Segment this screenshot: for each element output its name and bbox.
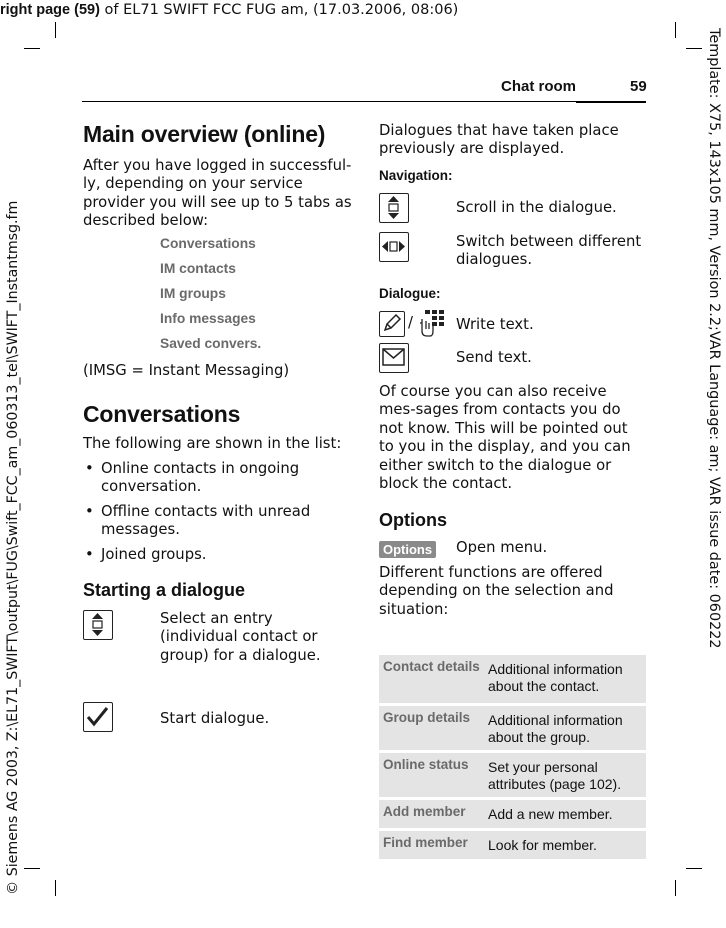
table-cell-function: Online status (383, 757, 469, 772)
side-copyright: © Siemens AG 2003, Z:\EL71_SWIFT\output\FUG\Swift_FCC_am_060313_tel\SWIFT_Instantmsg.fm (5, 200, 21, 895)
crop-mark (24, 48, 40, 49)
crop-mark (55, 22, 56, 38)
imsg-note: (IMSG = Instant Messaging) (83, 362, 290, 379)
crop-mark (686, 48, 702, 49)
table-row (379, 655, 646, 703)
side-template-info: Template: X75, 143x105 mm, Version 2.2;VAR Language: am; VAR issue date: 060222 (706, 28, 722, 649)
crop-mark (686, 868, 702, 869)
section-title-main-overview: Main overview (online) (83, 121, 326, 147)
list-item: • Joined groups. (83, 546, 343, 564)
right-intro: Dialogues that have taken place previously are displayed. (379, 122, 619, 158)
header-rule-bold (576, 101, 646, 103)
nav-row-text: Switch between different dialogues. (456, 233, 642, 269)
navigation-label: Navigation: (379, 168, 453, 183)
options-description: Different functions are offered depending on the selection and situation: (379, 564, 614, 618)
navigation-up-down-glyph (84, 611, 111, 638)
start-row-text: Start dialogue. (160, 710, 270, 727)
tab-item: Saved convers. (160, 336, 262, 351)
nav-row-text: Scroll in the dialogue. (456, 199, 617, 216)
dialogue-row-text: Send text. (456, 349, 532, 366)
envelope-icon (379, 343, 409, 373)
options-softkey (379, 539, 436, 558)
navigation-up-down-glyph (380, 194, 407, 221)
checkmark-icon (83, 702, 113, 732)
separator-slash: / (408, 314, 413, 331)
start-row-text: Select an entry (individual contact or group) for a dialogue. (160, 610, 321, 664)
options-row-text: Open menu. (456, 539, 548, 556)
print-header (0, 2, 458, 18)
table-cell-description: Set your personal attributes (page 102). (488, 759, 622, 792)
tab-item: IM groups (160, 286, 226, 301)
table-row (379, 706, 646, 750)
checkmark-glyph (84, 703, 111, 730)
table-cell-description: Add a new member. (488, 806, 613, 822)
crop-mark (55, 880, 56, 896)
section-title-conversations: Conversations (83, 401, 241, 427)
table-cell-description: Additional information about the contact. (488, 661, 623, 694)
navigation-up-down-icon (83, 610, 113, 640)
navigation-up-down-icon (379, 193, 409, 223)
table-cell-function: Group details (383, 710, 471, 725)
running-title: Chat room (501, 78, 576, 95)
table-cell-function: Find member (383, 835, 468, 850)
pencil-glyph (380, 312, 403, 335)
print-header-label: right page (59) (0, 2, 100, 18)
navigation-left-right-glyph (380, 233, 407, 260)
table-row (379, 753, 646, 797)
envelope-glyph (380, 344, 407, 371)
header-rule (82, 101, 576, 102)
table-row (379, 800, 646, 828)
conversations-bullet-list (83, 460, 343, 570)
keypad-icon (418, 309, 446, 337)
tab-item: Conversations (160, 236, 256, 251)
list-item: • Offline contacts with unread messages. (83, 503, 343, 540)
dialogue-label: Dialogue: (379, 286, 441, 301)
section-title-starting-dialogue: Starting a dialogue (83, 580, 246, 600)
crop-mark (675, 880, 676, 896)
table-cell-function: Add member (383, 804, 466, 819)
options-table (379, 655, 646, 862)
tab-list (160, 236, 261, 361)
print-header-info: of EL71 SWIFT FCC FUG am, (17.03.2006, 08:06) (99, 2, 459, 18)
intro-paragraph: After you have logged in successful-ly, depending on your service provider you will see up to 5 tabs as described below: (83, 157, 352, 230)
conversations-intro: The following are shown in the list: (83, 435, 342, 452)
crop-mark (675, 22, 676, 38)
navigation-left-right-icon (379, 232, 409, 262)
options-softkey-label: Options (379, 541, 436, 558)
crop-mark (24, 868, 40, 869)
table-cell-description: Look for member. (488, 837, 597, 853)
pencil-icon (379, 311, 405, 337)
list-item: • Online contacts in ongoing conversation. (83, 460, 343, 497)
unknown-contacts-note: Of course you can also receive mes-sages from contacts you do not know. This will be pointed out to you in the display, and you can either switch to the dialogue or block the contact. (379, 383, 631, 493)
table-cell-description: Additional information about the group. (488, 712, 623, 745)
dialogue-row-text: Write text. (456, 316, 534, 333)
keypad-glyph (418, 309, 446, 337)
tab-item: IM contacts (160, 261, 236, 276)
table-row (379, 831, 646, 859)
page-number: 59 (630, 78, 647, 95)
tab-item: Info messages (160, 311, 256, 326)
section-title-options: Options (379, 510, 447, 530)
table-cell-function: Contact details (383, 659, 480, 674)
